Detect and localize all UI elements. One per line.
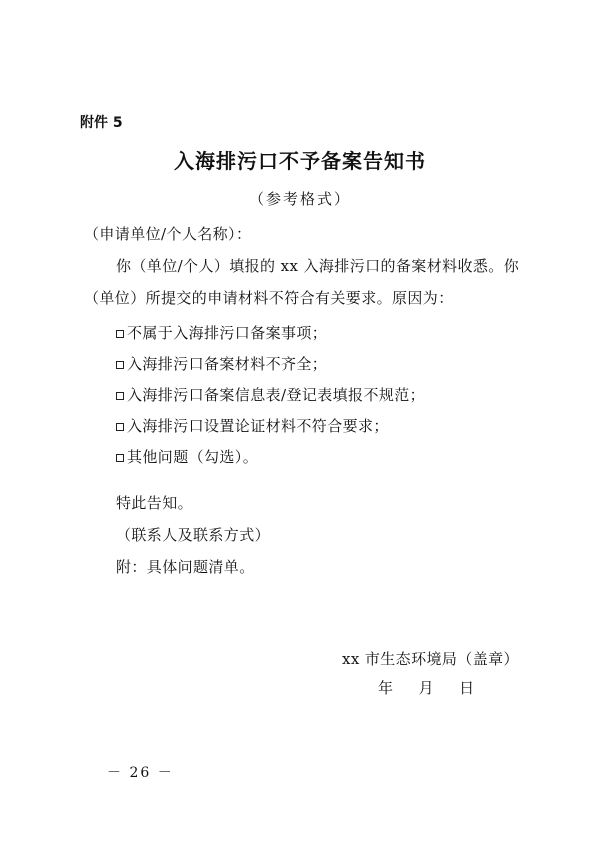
date-line <box>378 677 475 698</box>
paragraph-line-1: 你（单位/个人）填报的 xx 入海排污口的备案材料收悉。你 <box>116 257 520 275</box>
contact-line: （联系人及联系方式） <box>116 526 271 544</box>
checkbox-icon[interactable] <box>116 361 124 369</box>
reason-list <box>116 318 425 473</box>
issuer-signature: xx 市生态环境局（盖章） <box>342 650 519 668</box>
document-subtitle: （参考格式） <box>248 190 351 208</box>
checkbox-icon[interactable] <box>116 423 124 431</box>
date-month: 月 <box>418 679 434 697</box>
reason-text: 入海排污口设置论证材料不符合要求； <box>127 417 389 435</box>
reason-item <box>116 318 425 349</box>
page-number: － 26 － <box>107 765 174 781</box>
date-year: 年 <box>378 679 394 697</box>
reason-item <box>116 380 425 411</box>
addressee-line: （申请单位/个人名称）： <box>84 225 252 243</box>
reason-text: 其他问题（勾选）。 <box>127 448 259 466</box>
checkbox-icon[interactable] <box>116 330 124 338</box>
reason-text: 不属于入海排污口备案事项； <box>127 324 328 342</box>
reason-item <box>116 411 425 442</box>
reason-item <box>116 349 425 380</box>
reason-text: 入海排污口备案材料不齐全； <box>127 355 328 373</box>
paragraph-line-2: （单位）所提交的申请材料不符合有关要求。原因为： <box>84 289 454 307</box>
document-title: 入海排污口不予备案告知书 <box>174 149 426 173</box>
notice-line: 特此告知。 <box>116 494 194 512</box>
reason-item <box>116 442 425 473</box>
date-day: 日 <box>459 679 475 697</box>
attachment-note: 附：具体问题清单。 <box>116 558 255 576</box>
reason-text: 入海排污口备案信息表/登记表填报不规范； <box>127 386 426 404</box>
checkbox-icon[interactable] <box>116 454 124 462</box>
checkbox-icon[interactable] <box>116 392 124 400</box>
attachment-label: 附件 5 <box>80 115 123 131</box>
